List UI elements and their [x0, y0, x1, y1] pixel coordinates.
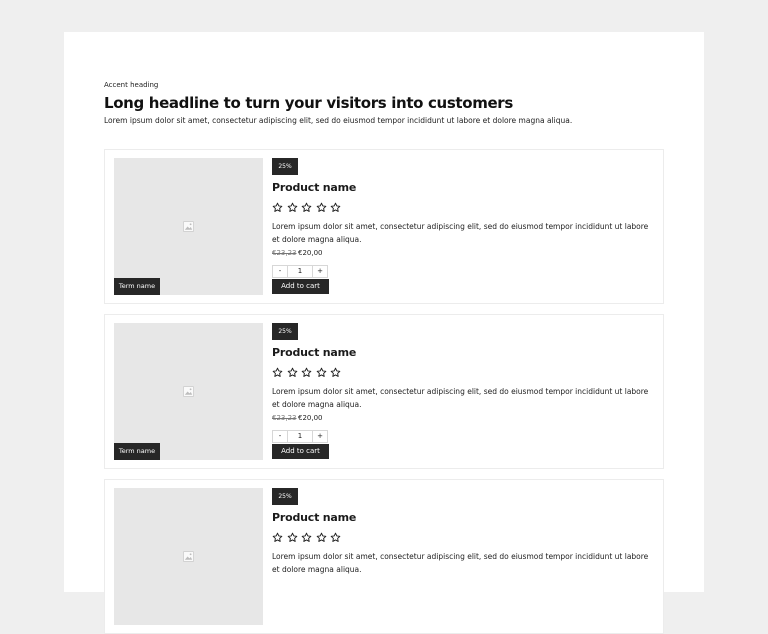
star-outline-icon	[330, 367, 341, 378]
star-outline-icon	[272, 532, 283, 543]
old-price: €23,23	[272, 414, 297, 422]
page-content	[64, 32, 704, 592]
quantity-input[interactable]: 1	[287, 266, 313, 277]
product-image[interactable]	[114, 323, 263, 460]
term-name-tag[interactable]: Term name	[114, 278, 160, 295]
product-description: Lorem ipsum dolor sit amet, consectetur adipiscing elit, sed do eiusmod tempor incididunt ut labore et dolore magna aliqua.	[272, 387, 649, 409]
discount-badge: 25%	[272, 323, 298, 340]
star-outline-icon	[316, 532, 327, 543]
quantity-plus-button[interactable]: +	[317, 267, 323, 275]
sale-price: €20,00	[298, 414, 323, 422]
product-card	[104, 479, 664, 634]
accent-heading: Accent heading	[104, 81, 159, 89]
rating-stars	[272, 202, 345, 214]
product-name[interactable]: Product name	[272, 181, 357, 194]
image-placeholder-icon	[183, 386, 194, 397]
discount-badge: 25%	[272, 488, 298, 505]
discount-badge: 25%	[272, 158, 298, 175]
product-image[interactable]	[114, 488, 263, 625]
product-card	[104, 149, 664, 304]
rating-stars	[272, 532, 345, 544]
star-outline-icon	[330, 202, 341, 213]
star-outline-icon	[316, 367, 327, 378]
quantity-plus-button[interactable]: +	[317, 432, 323, 440]
star-outline-icon	[330, 532, 341, 543]
product-image[interactable]	[114, 158, 263, 295]
page-headline: Long headline to turn your visitors into customers	[104, 94, 513, 112]
add-to-cart-button[interactable]: Add to cart	[272, 279, 329, 294]
quantity-input[interactable]: 1	[287, 431, 313, 442]
quantity-minus-button[interactable]: -	[278, 432, 282, 440]
product-description: Lorem ipsum dolor sit amet, consectetur adipiscing elit, sed do eiusmod tempor incididunt ut labore et dolore magna aliqua.	[272, 552, 649, 574]
term-name-tag[interactable]: Term name	[114, 443, 160, 460]
page-subtext: Lorem ipsum dolor sit amet, consectetur adipiscing elit, sed do eiusmod tempor incididunt ut labore et dolore magna aliqua.	[104, 116, 573, 125]
rating-stars	[272, 367, 345, 379]
quantity-minus-button[interactable]: -	[278, 267, 282, 275]
product-card	[104, 314, 664, 469]
image-placeholder-icon	[183, 221, 194, 232]
star-outline-icon	[287, 202, 298, 213]
star-outline-icon	[272, 202, 283, 213]
star-outline-icon	[272, 367, 283, 378]
star-outline-icon	[301, 202, 312, 213]
image-placeholder-icon	[183, 551, 194, 562]
add-to-cart-button[interactable]: Add to cart	[272, 444, 329, 459]
product-name[interactable]: Product name	[272, 511, 357, 524]
quantity-stepper	[272, 430, 328, 443]
old-price: €23,23	[272, 249, 297, 257]
sale-price: €20,00	[298, 249, 323, 257]
quantity-stepper	[272, 265, 328, 278]
star-outline-icon	[316, 202, 327, 213]
star-outline-icon	[301, 367, 312, 378]
product-name[interactable]: Product name	[272, 346, 357, 359]
star-outline-icon	[287, 532, 298, 543]
star-outline-icon	[301, 532, 312, 543]
star-outline-icon	[287, 367, 298, 378]
product-description: Lorem ipsum dolor sit amet, consectetur adipiscing elit, sed do eiusmod tempor incididunt ut labore et dolore magna aliqua.	[272, 222, 649, 244]
